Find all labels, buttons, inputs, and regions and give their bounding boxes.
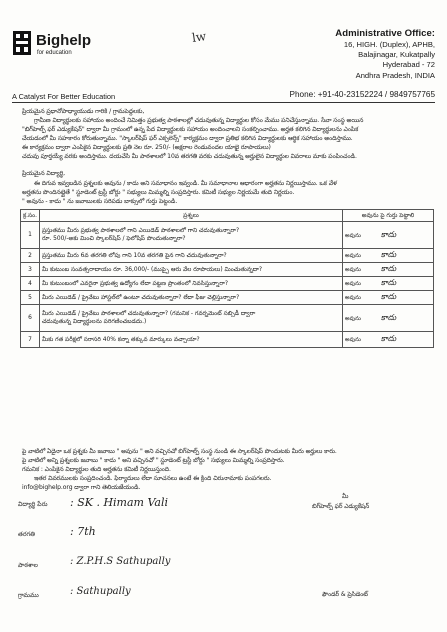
salutation: ప్రియమైన ప్రధానోపాధ్యాయుడు గారికి / గ్రామపెద్దలకు,: [22, 108, 145, 115]
handwritten-answer: కాదు: [380, 278, 397, 287]
handwritten-answer: కాదు: [380, 250, 397, 259]
class-value[interactable]: : 7th: [70, 525, 96, 538]
table-row: [21, 305, 434, 332]
question-cell: [39, 332, 342, 348]
question-line: రూ. 500/-అకు మించి స్కాలర్‌షిప్ / ఫెలోషిప్ పొందుతున్నారా?: [41, 236, 186, 242]
paragraph-line: గ్రామీణ విద్యార్థులకు సహాయం అందించే నిమిత్తం ప్రభుత్వ పాఠశాలల్లో చదువుతున్న విద్యార్థుల కోసం మేము పనిచేస్తున్నాము. సేవా సంస్థ అయిన: [34, 117, 364, 124]
row-number: 7: [21, 332, 40, 348]
yes-option[interactable]: అవును: [345, 267, 361, 273]
bighelp-logo-icon: [12, 30, 32, 56]
answer-cell[interactable]: [343, 291, 434, 305]
salutation-student: ప్రియమైన విద్యార్థి,: [22, 170, 65, 177]
row-number: 1: [21, 222, 40, 249]
logo-name: Bighelp: [36, 32, 91, 49]
table-row: [21, 249, 434, 263]
footer-note: గమనిక : ఎంపికైన విద్యార్థుల తుది అర్హతను కమిటీ నిర్ణయిస్తుంది.: [22, 466, 171, 473]
footer-note: info@bighelp.org ద్వారా గాని తెలియజేయండి.: [22, 484, 141, 491]
table-row: [21, 263, 434, 277]
question-line: మీ కుటుంబంలో ఎవరైనా ప్రభుత్వ ఉద్యోగం లేదా పట్టణ ప్రాంతంలో నివసిస్తున్నారా?: [41, 280, 228, 287]
row-number: 6: [21, 305, 40, 332]
question-cell: [39, 249, 342, 263]
paragraph-line: అర్హతను పొందినట్లైతే " స్టూడెంట్ ట్రస్టీ బోర్డు " సభ్యులు మిమ్మల్ని సంప్రదిస్తారు. కమిటీ సభ్యుల నిర్ణయమే తుది నిర్ణయం.: [22, 189, 295, 196]
office-title: Administrative Office:: [335, 28, 435, 39]
tagline: A Catalyst For Better Education: [12, 92, 116, 101]
question-cell: [39, 222, 342, 249]
question-line: చదువుతున్న విద్యార్థులను పరిగణించబడదు.): [41, 319, 147, 325]
footer-note: పై వాటిలో అన్ని ప్రశ్నలకు జవాబు " కాదు " అని వచ్చినచో " స్టూడెంట్ ట్రస్టీ బోర్డు " సభ్యులు మిమ్మల్ని సంప్రదిస్తారు.: [22, 457, 285, 464]
table-header-row: [21, 210, 434, 222]
answer-cell[interactable]: [343, 263, 434, 277]
handwritten-answer: కాదు: [380, 334, 397, 343]
yes-option[interactable]: అవును: [345, 253, 361, 259]
table-row: [21, 222, 434, 249]
address-line: Balajinagar, Kukatpally: [358, 50, 435, 60]
phone-number: Phone: +91-40-23152224 / 9849757765: [289, 90, 435, 99]
student-name-value[interactable]: : SK . Himam Vali: [70, 496, 169, 509]
footer-note: పై వాటిలో ఏదైనా ఒక ప్రశ్నకు మీ జవాబు " అవును " అని వచ్చినచో బిగ్‌హెల్ప్ సంస్థ నుండి ఈ స్కాలర్‌షిప్ పొందుటకు మీరు అర్హులు కారు.: [22, 448, 337, 455]
handwritten-mark: lw: [191, 29, 208, 45]
logo-subtitle: for education: [37, 50, 72, 56]
question-line: ప్రస్తుతము మీరు ప్రభుత్వ పాఠశాలలో గాని ఎయిడెడ్ పాఠశాలలో గాని చదువుతున్నారా?: [41, 228, 240, 234]
row-number: 5: [21, 291, 40, 305]
office-address: [335, 27, 435, 81]
footer-note: ఇతర వివరములకు సంప్రదించండి. ఫిర్యాదులు లేదా సూచనలు ఉంటే ఈ క్రింది చిరునామాకు పంపగలరు.: [34, 475, 272, 482]
paragraph-line: ఈ దిగువ ఇవ్వబడిన ప్రశ్నలకు అవును / కాదు అని సమాధానం ఇవ్వండి. మీ సమాధానాల ఆధారంగా అర్హతను నిర్ణయిస్తాము. ఒక వేళ: [34, 180, 337, 187]
table-row: [21, 291, 434, 305]
handwritten-answer: కాదు: [380, 264, 397, 273]
class-label: తరగతి: [18, 531, 35, 538]
yes-option[interactable]: అవును: [345, 315, 361, 322]
paragraph-line: చేయడంలో మీ సహకారం కోరుతున్నాము. "స్కాలర్‌షిప్ ఫర్ ఎక్సలెన్స్" కార్యక్రమం ద్వారా ప్రతిభ కలిగిన విద్యార్థులకు ఆర్థిక సహాయం అందిస్తాము.: [22, 135, 353, 142]
question-line: మీకు గత పరీక్షలో సరాసరి 40% కన్నా తక్కువ మార్కులు వచ్చాయా?: [41, 336, 200, 343]
question-line: మీరు ఎయిడెడ్ / ప్రైవేటు హాస్టల్‌లో ఉంటూ చదువుతున్నారా? లేదా ఫీజు చెల్లిస్తున్నారా?: [41, 294, 240, 301]
answer-cell[interactable]: [343, 222, 434, 249]
handwritten-answer: కాదు: [380, 292, 397, 301]
question-cell: [39, 263, 342, 277]
yes-option[interactable]: అవును: [345, 295, 361, 301]
eligibility-table: [20, 209, 434, 348]
col-header-question: ప్రశ్నలు: [39, 210, 342, 222]
col-header-answer: అవును పై గుర్తు పెట్టాలి: [343, 210, 434, 222]
header-divider: [12, 102, 435, 103]
student-name-label: విద్యార్థి పేరు: [18, 501, 48, 508]
paragraph-line: చదువు పూర్తయ్యే వరకు అందిస్తాము. దయచేసి మీ పాఠశాలలో 10వ తరగతి వరకు చదువుతున్న అర్హులైన విద్యార్థుల వివరాలు మాకు పంపించండి.: [22, 153, 357, 160]
school-label: పాఠశాల: [18, 562, 38, 569]
question-cell: [39, 305, 342, 332]
village-value[interactable]: : Sathupally: [70, 586, 131, 597]
yes-option[interactable]: అవును: [345, 281, 361, 287]
handwritten-answer: కాదు: [380, 229, 397, 239]
row-number: 3: [21, 263, 40, 277]
address-line: 16, HIGH. (Duplex), APHB,: [343, 40, 435, 49]
paragraph-line: ఈ కార్యక్రమం ద్వారా ఎంపికైన విద్యార్థులకు ప్రతి నెల రూ. 250/- (అక్షరాల రెండువందల యాభై రూపాయలు): [22, 144, 271, 151]
yes-option[interactable]: అవును: [345, 232, 361, 239]
answer-cell[interactable]: [343, 249, 434, 263]
answer-cell[interactable]: [343, 277, 434, 291]
col-header-no: క్ర.సం.: [21, 210, 40, 222]
answer-cell[interactable]: [343, 332, 434, 348]
question-line: మీ కుటుంబ సంవత్సరాదాయం రూ. 36,000/- (ముప్పై ఆరు వేల రూపాయలు) మించుతున్నదా?: [41, 266, 262, 273]
row-number: 2: [21, 249, 40, 263]
sign-prefix: మీ: [342, 493, 349, 500]
founder-sign: ఫౌండర్ & ప్రెసిడెంట్: [322, 591, 368, 598]
yes-option[interactable]: అవును: [345, 337, 361, 343]
address-line: Hyderabad - 72: [382, 60, 435, 70]
question-line: మీరు ఎయిడెడ్ / ప్రైవేటు పాఠశాలలో చదువుతున్నారా? (గమనిక - గవర్నమెంట్ సబ్సిడీ ద్వారా: [41, 311, 256, 317]
question-line: ప్రస్తుతము మీరు 6వ తరగతి లోపు గాని 10వ తరగతి పైన గాని చదువుతున్నారా?: [41, 252, 227, 259]
school-value[interactable]: : Z.P.H.S Sathupally: [70, 556, 171, 567]
table-row: [21, 277, 434, 291]
organisation-sign: బిగ్‌హెల్ప్ ఫర్ ఎడ్యుకేషన్: [312, 503, 370, 510]
village-label: గ్రామము: [18, 592, 39, 599]
answer-cell[interactable]: [343, 305, 434, 332]
paragraph-line: "బిగ్‌హెల్ప్ ఫర్ ఎడ్యుకేషన్" ద్వారా మీ గ్రామంలో ఉన్న పేద విద్యార్థులకు సహాయం అందించాలని సంకల్పించాము. అర్హత కలిగిన విద్యార్థులను ఎంపిక: [22, 126, 359, 133]
question-cell: [39, 291, 342, 305]
table-row: [21, 332, 434, 348]
address-line: Andhra Pradesh, INDIA: [355, 70, 435, 80]
row-number: 4: [21, 277, 40, 291]
handwritten-answer: కాదు: [380, 312, 397, 322]
paragraph-line: " అవును - కాదు " ను జవాబులకు సరిపడు బాక్సులో గుర్తు పెట్టండి.: [22, 198, 178, 205]
question-cell: [39, 277, 342, 291]
